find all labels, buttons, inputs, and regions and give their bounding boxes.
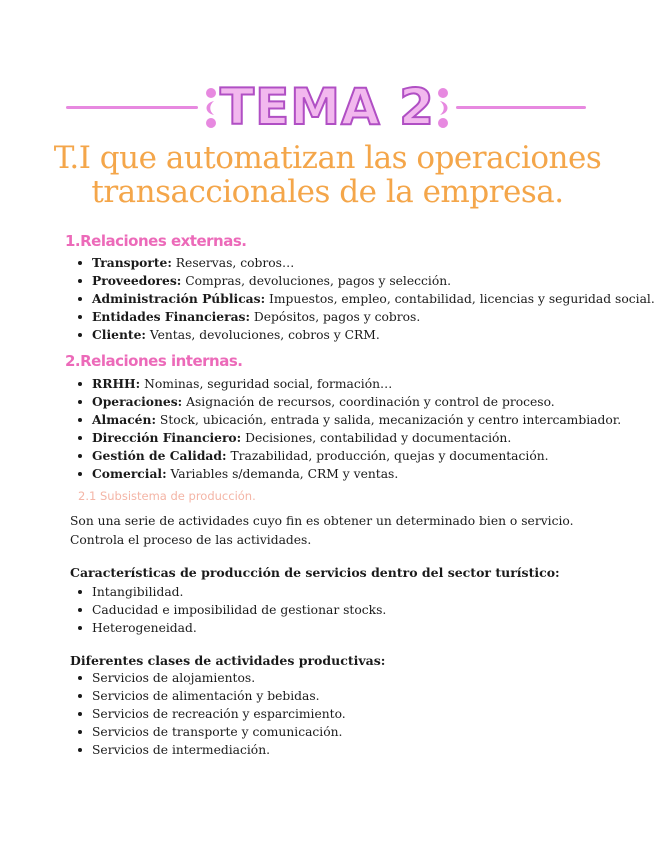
item-term: Comercial:	[92, 466, 167, 481]
subtitle-line-2: transaccionales de la empresa.	[91, 174, 564, 210]
item-term: Entidades Financieras:	[92, 309, 250, 324]
item-desc: Depósitos, pagos y cobros.	[250, 310, 421, 324]
item-desc: Decisiones, contabilidad y documentación.	[241, 431, 512, 445]
list-item: Servicios de alimentación y bebidas.	[75, 687, 346, 705]
item-desc: Ventas, devoluciones, cobros y CRM.	[145, 328, 380, 342]
subsection-paragraph: Son una serie de actividades cuyo fin es obtener un determinado bien o servicio. Controla el proceso de las actividades.	[70, 514, 574, 547]
activities-list	[75, 669, 346, 759]
external-relations-list	[75, 254, 655, 344]
characteristics-heading: Características de producción de servicios dentro del sector turístico:	[70, 565, 560, 580]
page-title: TEMA 2	[220, 78, 435, 136]
item-term: Administración Públicas:	[92, 291, 266, 306]
item-term: Transporte:	[92, 255, 172, 270]
list-item: Caducidad e imposibilidad de gestionar stocks.	[75, 601, 386, 619]
list-item: Servicios de transporte y comunicación.	[75, 723, 346, 741]
item-term: Cliente:	[92, 327, 146, 342]
item-desc: Asignación de recursos, coordinación y control de proceso.	[182, 395, 555, 409]
item-desc: Compras, devoluciones, pagos y selección.	[181, 274, 452, 288]
list-item: Heterogeneidad.	[75, 619, 386, 637]
list-item	[75, 465, 621, 483]
activities-heading: Diferentes clases de actividades productivas:	[70, 653, 386, 668]
list-item	[75, 326, 655, 344]
item-term: Almacén:	[92, 412, 156, 427]
item-term: Gestión de Calidad:	[92, 448, 227, 463]
item-term: Dirección Financiero:	[92, 430, 242, 445]
list-item: Servicios de intermediación.	[75, 741, 346, 759]
subsection-title: 2.1 Subsistema de producción.	[78, 489, 256, 503]
list-item	[75, 308, 655, 326]
subtitle-line-1: T.I que automatizan las operaciones	[53, 140, 602, 176]
item-term: RRHH:	[92, 376, 141, 391]
item-term: Proveedores:	[92, 273, 182, 288]
right-ornament-icon	[430, 87, 456, 129]
list-item	[75, 393, 621, 411]
right-divider-line	[456, 106, 586, 109]
internal-relations-list	[75, 375, 621, 483]
characteristics-list	[75, 583, 386, 637]
list-item	[75, 272, 655, 290]
list-item	[75, 290, 655, 308]
item-desc: Reservas, cobros…	[171, 256, 295, 270]
title-banner	[0, 76, 655, 138]
list-item	[75, 411, 621, 429]
item-desc: Stock, ubicación, entrada y salida, mecanización y centro intercambiador.	[155, 413, 622, 427]
list-item: Servicios de alojamientos.	[75, 669, 346, 687]
section-title-external: 1.Relaciones externas.	[65, 232, 247, 250]
item-desc: Impuestos, empleo, contabilidad, licencias y seguridad social.	[265, 292, 655, 306]
list-item: Intangibilidad.	[75, 583, 386, 601]
item-desc: Variables s/demanda, CRM y ventas.	[166, 467, 399, 481]
list-item	[75, 254, 655, 272]
list-item: Servicios de recreación y esparcimiento.	[75, 705, 346, 723]
section-title-internal: 2.Relaciones internas.	[65, 352, 243, 370]
list-item	[75, 447, 621, 465]
list-item	[75, 375, 621, 393]
item-desc: Trazabilidad, producción, quejas y documentación.	[226, 449, 549, 463]
page-subtitle	[40, 141, 615, 209]
item-term: Operaciones:	[92, 394, 183, 409]
item-desc: Nominas, seguridad social, formación…	[140, 377, 393, 391]
list-item	[75, 429, 621, 447]
